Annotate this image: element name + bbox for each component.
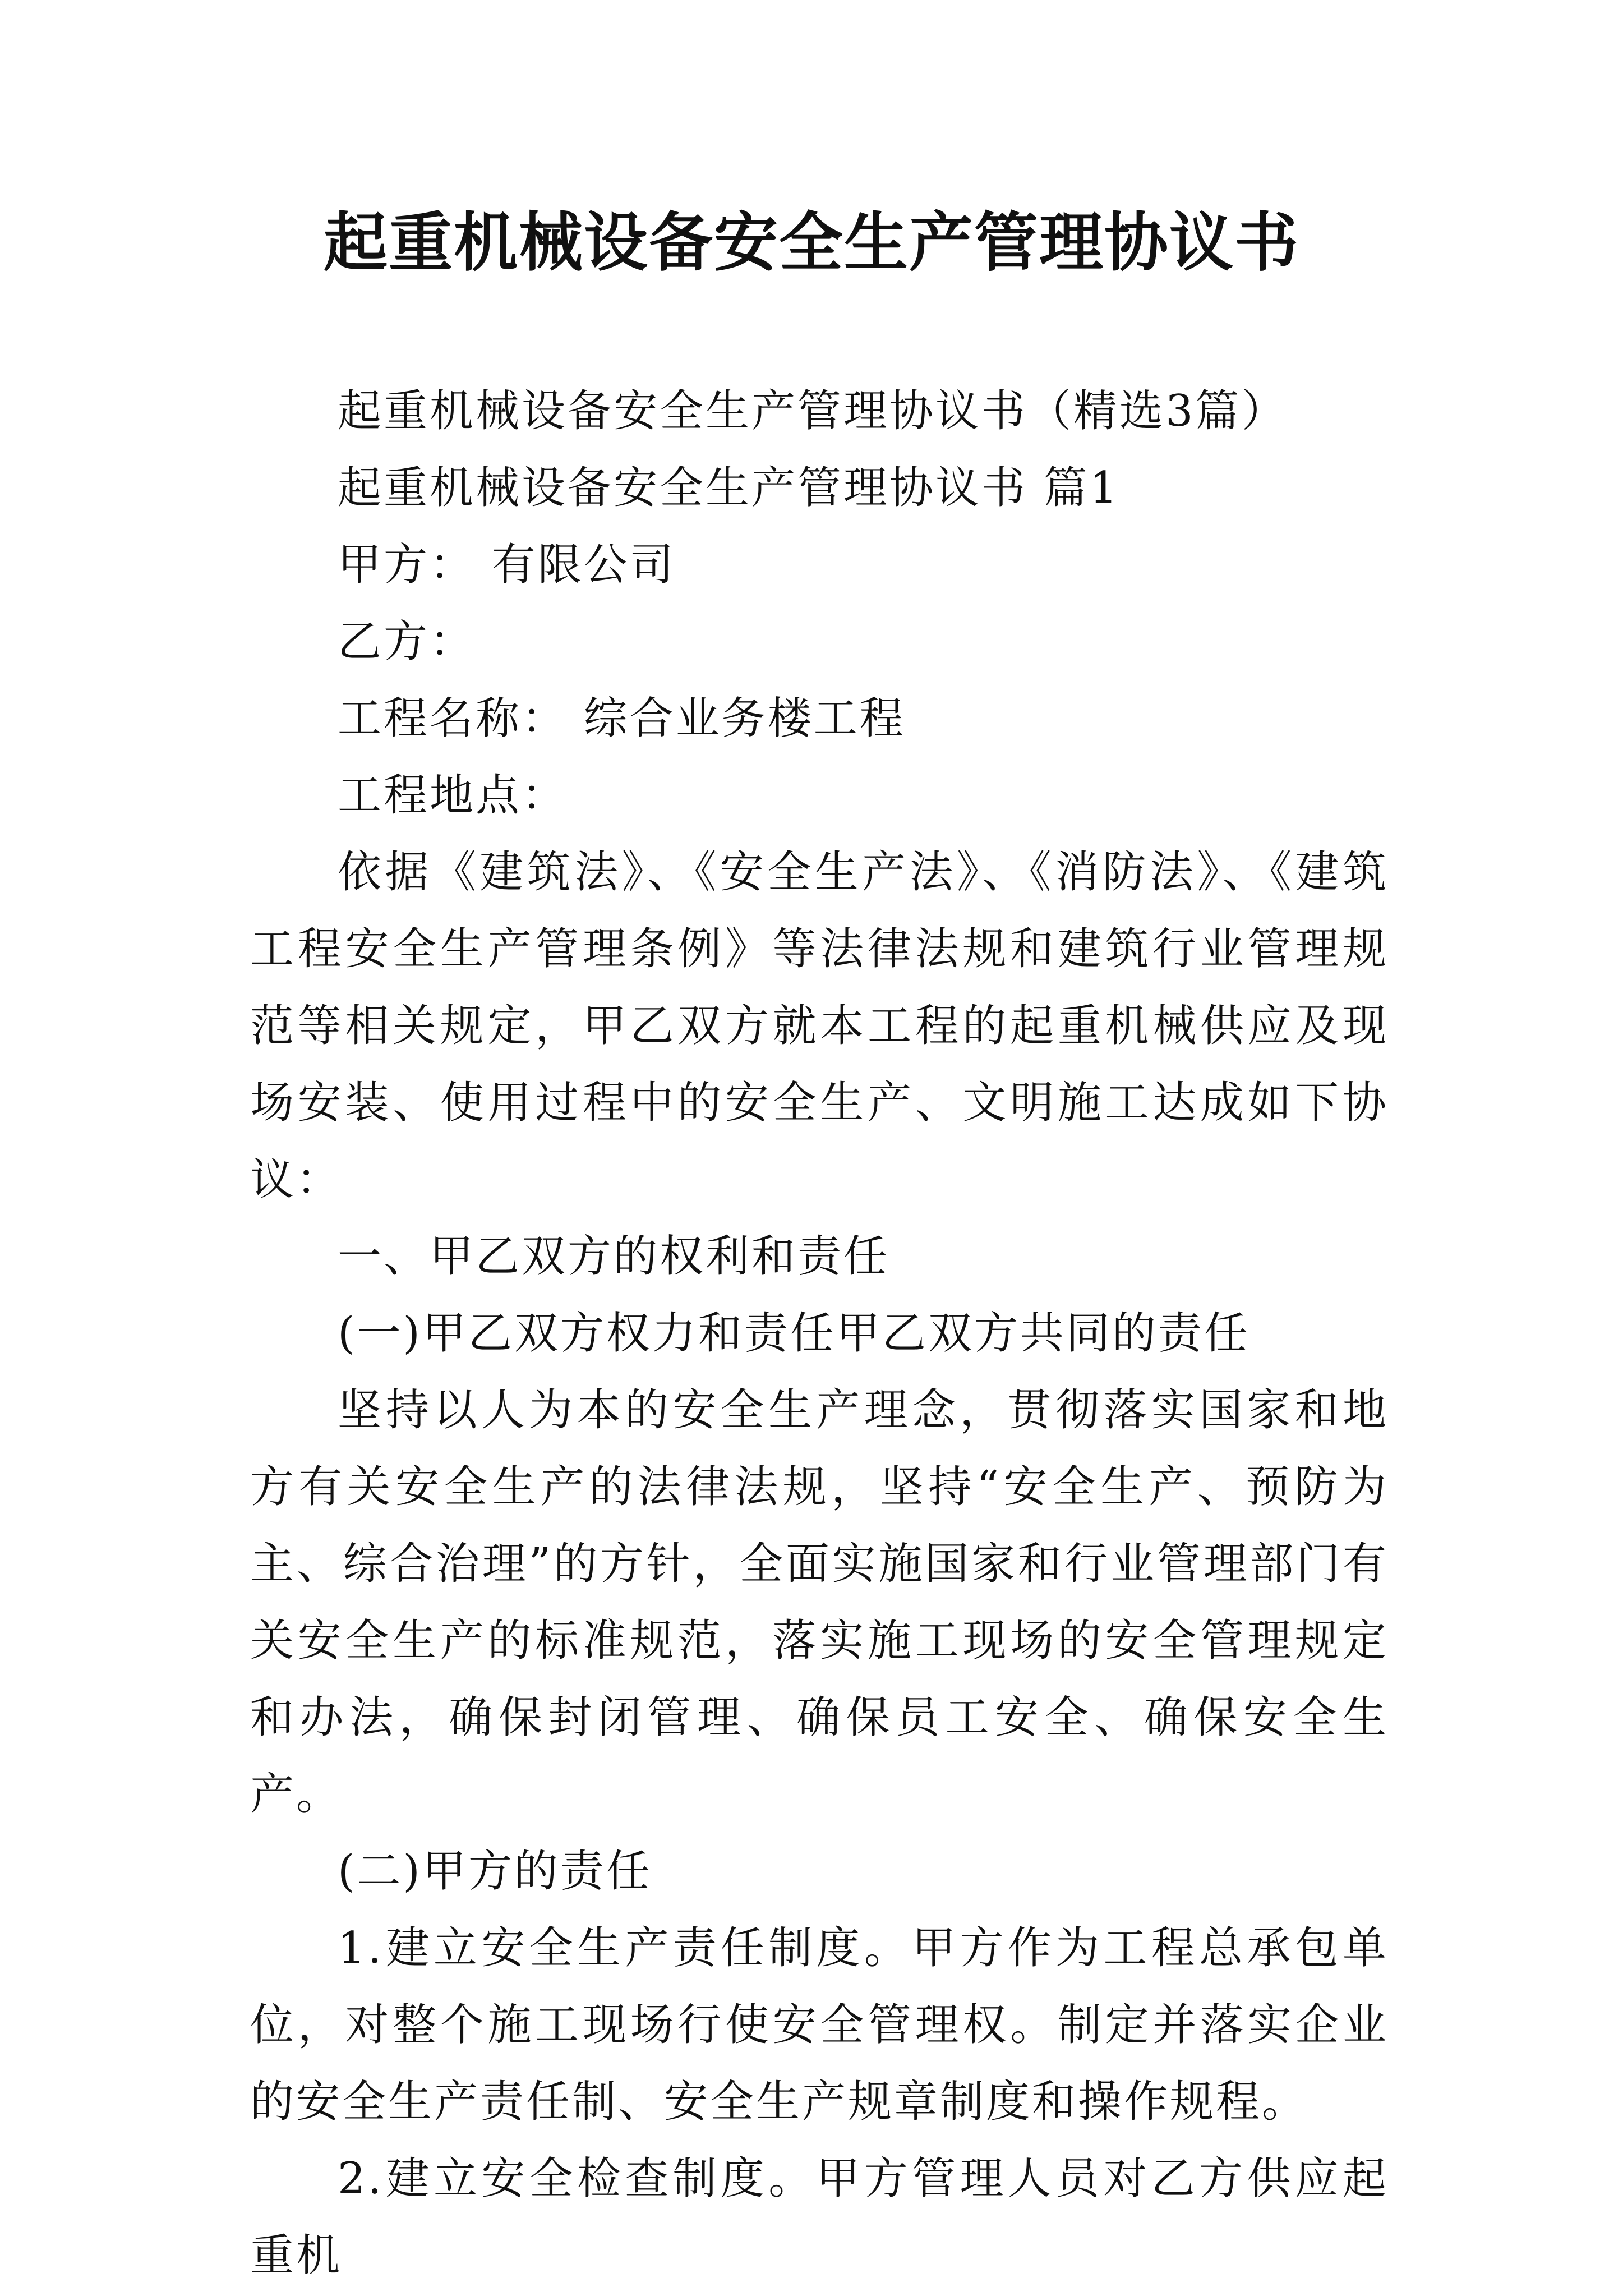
paragraph-party-b: 乙方：: [338, 616, 476, 667]
paragraph-heading-rights: 一、甲乙双方的权利和责任: [338, 1231, 890, 1282]
paragraph-joint-responsibility: 坚持以人为本的安全生产理念，贯彻落实国家和地方有关安全生产的法律法规，坚持“安全生产、预防为主、综合治理”的方针，全面实施国家和行业管理部门有关安全生产的标准规范，落实施工现场的安全管理规定和办法，确保封闭管理、确保员工安全、确保安全生产。: [250, 1385, 1389, 1820]
paragraph-party-a: 甲方： 有限公司: [338, 540, 676, 590]
document-body: [250, 373, 1389, 2294]
paragraph-section-heading: 起重机械设备安全生产管理协议书 篇1: [338, 463, 1120, 513]
paragraph-item-1: 1.建立安全生产责任制度。甲方作为工程总承包单位，对整个施工现场行使安全管理权。制定并落实企业的安全生产责任制、安全生产规章制度和操作规程。: [250, 1923, 1389, 2127]
paragraph-project-name: 工程名称： 综合业务楼工程: [338, 693, 906, 744]
paragraph-subheading-party-a: (二)甲方的责任: [338, 1846, 652, 1897]
paragraph-subtitle: 起重机械设备安全生产管理协议书（精选3篇）: [338, 386, 1288, 436]
paragraph-item-2: 2.建立安全检查制度。甲方管理人员对乙方供应起重机: [250, 2154, 1389, 2281]
paragraph-project-location: 工程地点：: [338, 770, 568, 821]
document-title: 起重机械设备安全生产管理协议书: [323, 205, 1299, 280]
paragraph-subheading-joint: (一)甲乙双方权力和责任甲乙双方共同的责任: [338, 1308, 1250, 1359]
paragraph-basis: 依据《建筑法》、《安全生产法》、《消防法》、《建筑工程安全生产管理条例》等法律法规和建筑行业管理规范等相关规定，甲乙双方就本工程的起重机械供应及现场安装、使用过程中的安全生产、文明施工达成如下协议：: [250, 847, 1389, 1205]
